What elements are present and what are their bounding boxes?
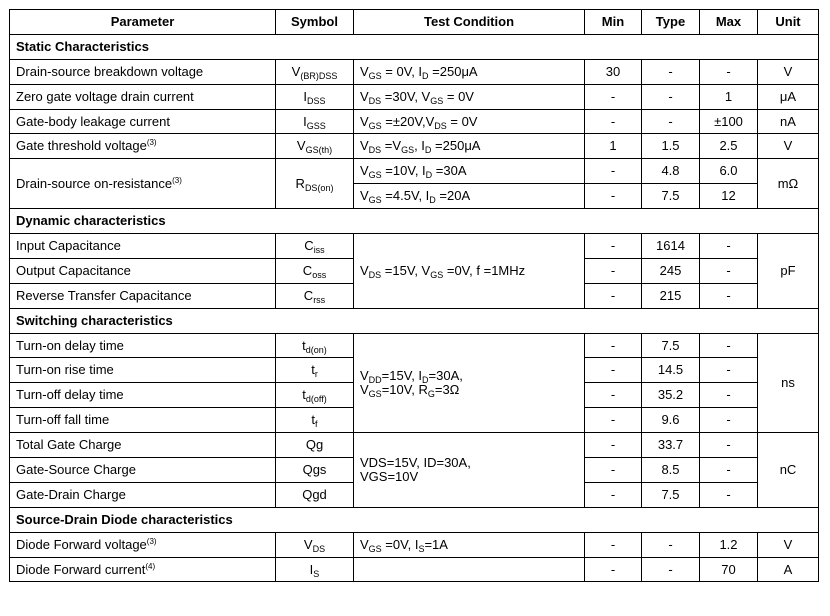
unit-cell: ns: [758, 333, 819, 433]
symbol-cell: Qg: [276, 433, 354, 458]
symbol-sub: r: [314, 369, 318, 380]
cond-text: =30A,: [428, 367, 463, 383]
min-cell: -: [585, 358, 642, 383]
min-cell: -: [585, 159, 642, 184]
symbol-main: C: [304, 237, 314, 253]
param-cell: Zero gate voltage drain current: [10, 84, 276, 109]
unit-cell: μA: [758, 84, 819, 109]
cond-text: =250μA: [431, 138, 481, 154]
cond-text: V: [360, 381, 369, 397]
cond-line: VGS=10V: [360, 468, 419, 484]
typ-cell: 33.7: [642, 433, 700, 458]
table-row: [10, 234, 819, 259]
table-row: [10, 134, 819, 159]
typ-cell: 8.5: [642, 458, 700, 483]
cond-sub: DS: [368, 95, 382, 106]
cond-text: =3Ω: [434, 381, 460, 397]
condition-cell: [354, 159, 585, 184]
symbol-cell: [276, 84, 354, 109]
max-cell: -: [700, 383, 758, 408]
condition-cell-empty: [354, 557, 585, 582]
cond-sub: DS: [368, 269, 382, 280]
cond-sub: GS: [368, 170, 382, 181]
symbol-sub: (BR)DSS: [300, 70, 338, 81]
symbol-sub: f: [315, 419, 318, 430]
table-row: [10, 84, 819, 109]
symbol-main: R: [295, 175, 305, 191]
section-title: Source-Drain Diode characteristics: [10, 507, 819, 532]
max-cell: -: [700, 482, 758, 507]
cond-text: = 0V, I: [381, 63, 423, 79]
cond-text: =0V, f =1MHz: [443, 262, 526, 278]
min-cell: -: [585, 383, 642, 408]
min-cell: -: [585, 532, 642, 557]
symbol-main: V: [303, 536, 313, 552]
min-cell: -: [585, 408, 642, 433]
typ-cell: 245: [642, 258, 700, 283]
typ-cell: 7.5: [642, 482, 700, 507]
param-cell: Turn-on delay time: [10, 333, 276, 358]
condition-cell: [354, 84, 585, 109]
symbol-cell: [276, 59, 354, 84]
max-cell: -: [700, 458, 758, 483]
max-cell: -: [700, 408, 758, 433]
table-row: [10, 59, 819, 84]
symbol-main: V: [296, 138, 306, 154]
cond-text: V: [360, 63, 369, 79]
param-cell: Total Gate Charge: [10, 433, 276, 458]
condition-cell: [354, 532, 585, 557]
cond-text: =10V, R: [381, 381, 428, 397]
max-cell: -: [700, 358, 758, 383]
min-cell: -: [585, 109, 642, 134]
symbol-cell: [276, 258, 354, 283]
cond-sub: D: [425, 170, 433, 181]
cond-sub: S: [418, 543, 425, 554]
section-title: Dynamic characteristics: [10, 209, 819, 234]
typ-cell: 35.2: [642, 383, 700, 408]
cond-text: =15V, I: [381, 367, 423, 383]
unit-cell: nA: [758, 109, 819, 134]
max-cell: -: [700, 283, 758, 308]
symbol-sub: DS(on): [304, 182, 334, 193]
symbol-cell: [276, 333, 354, 358]
cond-text: V: [360, 113, 369, 129]
cond-sub: GS: [368, 195, 382, 206]
cond-text: V: [360, 536, 369, 552]
condition-cell: [354, 134, 585, 159]
symbol-sub: rss: [313, 294, 326, 305]
header-min: Min: [585, 10, 642, 35]
min-cell: -: [585, 234, 642, 259]
min-cell: -: [585, 458, 642, 483]
symbol-sub: d(off): [305, 394, 327, 405]
symbol-main: t: [311, 362, 315, 378]
symbol-main: C: [303, 287, 314, 303]
param-cell: [10, 557, 276, 582]
symbol-cell: [276, 408, 354, 433]
param-cell: Gate-Source Charge: [10, 458, 276, 483]
header-row: [10, 10, 819, 35]
cond-text: V: [360, 138, 369, 154]
param-cell: Gate-body leakage current: [10, 109, 276, 134]
unit-cell: V: [758, 134, 819, 159]
typ-cell: -: [642, 532, 700, 557]
unit-cell: A: [758, 557, 819, 582]
cond-text: =0V, I: [381, 536, 419, 552]
footnote-ref: (3): [146, 536, 157, 546]
typ-cell: 14.5: [642, 358, 700, 383]
unit-cell: mΩ: [758, 159, 819, 209]
header-unit: Unit: [758, 10, 819, 35]
section-title: Static Characteristics: [10, 34, 819, 59]
cond-text: =V: [381, 138, 402, 154]
condition-cell: [354, 59, 585, 84]
min-cell: -: [585, 84, 642, 109]
param-cell: Drain-source breakdown voltage: [10, 59, 276, 84]
header-symbol: Symbol: [276, 10, 354, 35]
min-cell: 30: [585, 59, 642, 84]
header-parameter: Parameter: [10, 10, 276, 35]
min-cell: -: [585, 333, 642, 358]
param-cell: Turn-off fall time: [10, 408, 276, 433]
max-cell: 1: [700, 84, 758, 109]
cond-line: [360, 383, 578, 397]
electrical-characteristics-table: [9, 9, 819, 582]
param-cell: Output Capacitance: [10, 258, 276, 283]
footnote-ref: (3): [172, 175, 182, 185]
cond-line: VDS=15V, ID=30A,: [360, 454, 471, 470]
cond-text: V: [360, 367, 369, 383]
typ-cell: -: [642, 84, 700, 109]
symbol-main: C: [302, 262, 313, 278]
max-cell: 12: [700, 184, 758, 209]
cond-sub: D: [422, 70, 429, 81]
symbol-cell: [276, 109, 354, 134]
table-row: [10, 433, 819, 458]
typ-cell: -: [642, 557, 700, 582]
cond-sub: DD: [368, 374, 382, 385]
cond-text: = 0V: [443, 88, 474, 104]
section-row-static: [10, 34, 819, 59]
header-type: Type: [642, 10, 700, 35]
param-cell: Turn-off delay time: [10, 383, 276, 408]
symbol-cell: [276, 383, 354, 408]
min-cell: -: [585, 283, 642, 308]
cond-text: V: [360, 163, 369, 179]
table-row: [10, 333, 819, 358]
param-text: Drain-source on-resistance: [16, 175, 173, 191]
cond-sub: DS: [434, 120, 447, 131]
cond-sub: D: [429, 195, 436, 206]
min-cell: 1: [585, 134, 642, 159]
typ-cell: 7.5: [642, 333, 700, 358]
header-max: Max: [700, 10, 758, 35]
cond-sub: GS: [430, 95, 444, 106]
symbol-sub: S: [313, 568, 320, 579]
cond-sub: GS: [430, 269, 444, 280]
condition-cell: [354, 184, 585, 209]
symbol-main: I: [309, 561, 314, 577]
cond-sub: GS: [368, 70, 382, 81]
section-row-diode: [10, 507, 819, 532]
typ-cell: 1614: [642, 234, 700, 259]
cond-text: =30V, V: [381, 88, 431, 104]
cond-sub: GS: [368, 388, 382, 399]
max-cell: 70: [700, 557, 758, 582]
cond-text: =10V, I: [381, 163, 426, 179]
condition-cell: [354, 333, 585, 433]
section-title: Switching characteristics: [10, 308, 819, 333]
table-row: [10, 557, 819, 582]
max-cell: -: [700, 234, 758, 259]
cond-text: =1A: [424, 536, 448, 552]
cond-text: =30A: [432, 163, 467, 179]
symbol-cell: [276, 358, 354, 383]
unit-cell: V: [758, 59, 819, 84]
symbol-sub: DS: [312, 543, 326, 554]
param-text: Diode Forward current: [16, 561, 146, 577]
max-cell: -: [700, 333, 758, 358]
cond-text: = 0V: [446, 113, 478, 129]
footnote-ref: (3): [146, 138, 157, 148]
max-cell: -: [700, 258, 758, 283]
symbol-main: I: [303, 113, 307, 129]
cond-text: =250μA: [428, 63, 478, 79]
max-cell: 6.0: [700, 159, 758, 184]
symbol-sub: d(on): [305, 344, 327, 355]
header-test-condition: Test Condition: [354, 10, 585, 35]
cond-text: =4.5V, I: [381, 188, 430, 204]
table-row: [10, 159, 819, 184]
symbol-main: t: [302, 387, 306, 403]
max-cell: -: [700, 59, 758, 84]
unit-cell: nC: [758, 433, 819, 508]
table-row: [10, 532, 819, 557]
unit-cell: V: [758, 532, 819, 557]
typ-cell: 1.5: [642, 134, 700, 159]
symbol-main: V: [291, 63, 301, 79]
max-cell: ±100: [700, 109, 758, 134]
symbol-cell: [276, 134, 354, 159]
param-cell: Gate-Drain Charge: [10, 482, 276, 507]
typ-cell: 215: [642, 283, 700, 308]
typ-cell: 9.6: [642, 408, 700, 433]
symbol-main: I: [303, 88, 308, 104]
cond-text: =±20V,V: [381, 113, 435, 129]
symbol-main: t: [302, 337, 306, 353]
condition-cell: [354, 109, 585, 134]
symbol-cell: [276, 283, 354, 308]
symbol-sub: DSS: [307, 95, 326, 106]
symbol-cell: Qgd: [276, 482, 354, 507]
param-cell: [10, 134, 276, 159]
symbol-cell: Qgs: [276, 458, 354, 483]
cond-text: =20A: [435, 188, 471, 204]
symbol-cell: [276, 532, 354, 557]
min-cell: -: [585, 258, 642, 283]
max-cell: 2.5: [700, 134, 758, 159]
cond-sub: GS: [401, 145, 415, 156]
min-cell: -: [585, 482, 642, 507]
section-row-switching: [10, 308, 819, 333]
cond-text: =15V, V: [381, 262, 431, 278]
table-row: [10, 109, 819, 134]
footnote-ref: (4): [145, 561, 156, 571]
param-cell: Input Capacitance: [10, 234, 276, 259]
typ-cell: -: [642, 109, 700, 134]
symbol-cell: [276, 159, 354, 209]
symbol-cell: [276, 557, 354, 582]
typ-cell: 7.5: [642, 184, 700, 209]
symbol-sub: oss: [312, 269, 327, 280]
symbol-sub: GS(th): [305, 145, 333, 156]
max-cell: -: [700, 433, 758, 458]
cond-text: V: [360, 262, 369, 278]
unit-cell: pF: [758, 234, 819, 309]
cond-sub: D: [424, 145, 432, 156]
max-cell: 1.2: [700, 532, 758, 557]
cond-sub: D: [422, 374, 429, 385]
cond-line: [360, 369, 578, 383]
section-row-dynamic: [10, 209, 819, 234]
cond-sub: DS: [368, 145, 382, 156]
cond-text: V: [360, 88, 369, 104]
param-text: Gate threshold voltage: [16, 138, 147, 154]
symbol-sub: GSS: [306, 120, 326, 131]
param-cell: Turn-on rise time: [10, 358, 276, 383]
param-cell: [10, 532, 276, 557]
min-cell: -: [585, 184, 642, 209]
symbol-cell: [276, 234, 354, 259]
min-cell: -: [585, 433, 642, 458]
cond-sub: GS: [368, 120, 382, 131]
condition-cell: [354, 234, 585, 309]
cond-text: V: [360, 188, 369, 204]
symbol-main: t: [311, 412, 316, 428]
param-cell: [10, 159, 276, 209]
param-text: Diode Forward voltage: [16, 536, 147, 552]
condition-cell: [354, 433, 585, 508]
cond-sub: GS: [368, 543, 382, 554]
typ-cell: 4.8: [642, 159, 700, 184]
cond-text: , I: [414, 138, 425, 154]
typ-cell: -: [642, 59, 700, 84]
param-cell: Reverse Transfer Capacitance: [10, 283, 276, 308]
cond-sub: G: [427, 388, 435, 399]
symbol-sub: iss: [313, 244, 325, 255]
min-cell: -: [585, 557, 642, 582]
